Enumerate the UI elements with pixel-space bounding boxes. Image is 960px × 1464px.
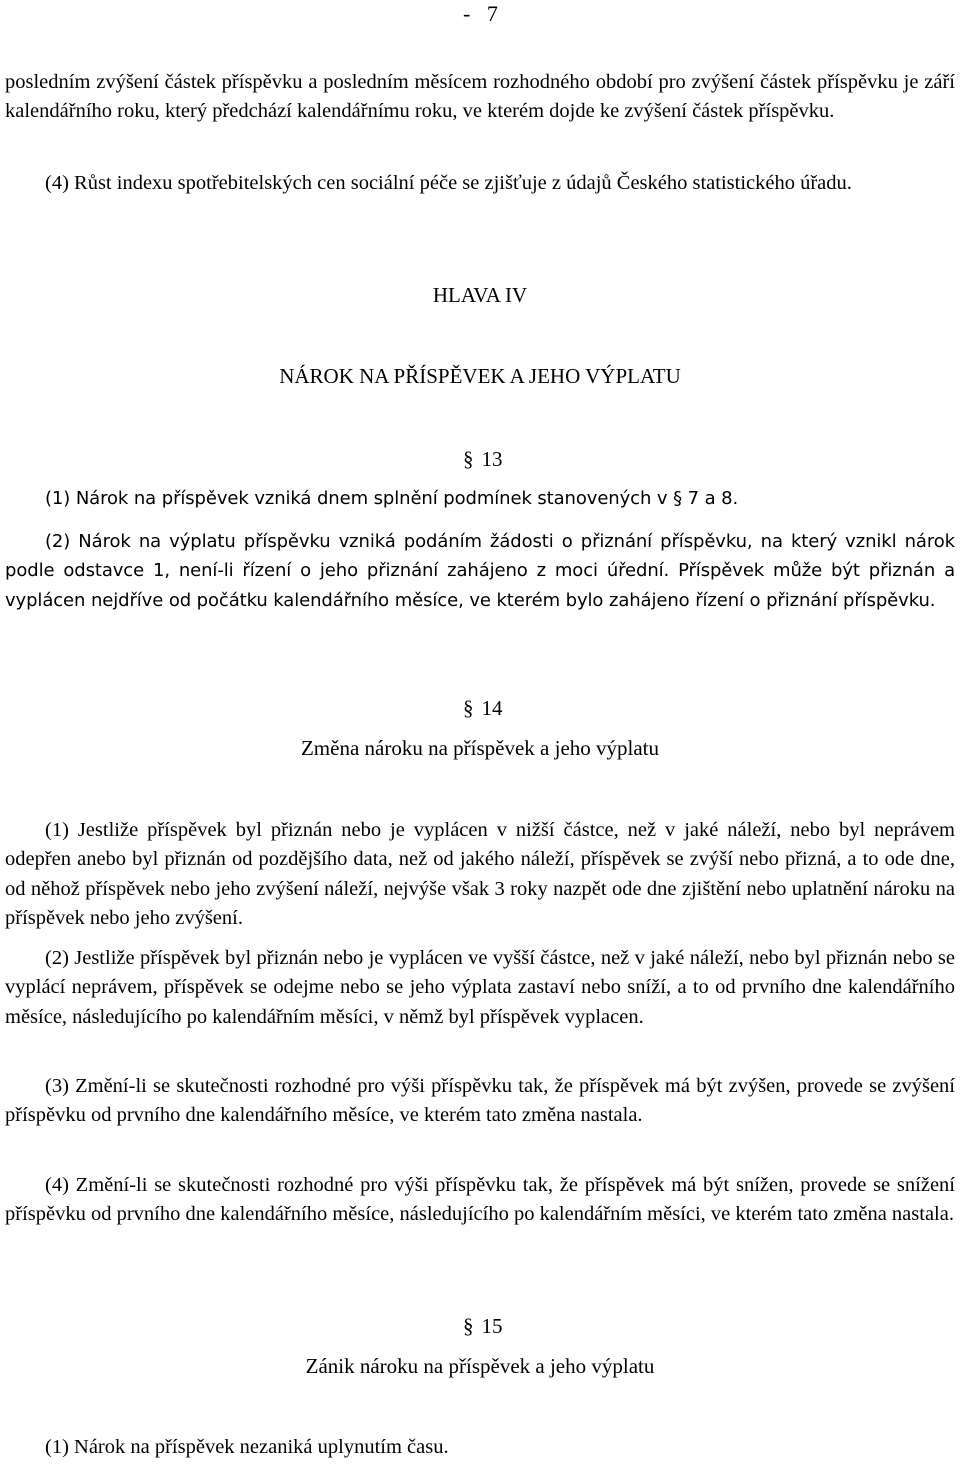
section-14-paragraph-3-text: (3) Změní-li se skutečnosti rozhodné pro výši příspěvku tak, že příspěvek má být zvýšen, provede se zvýšení příspěvku od prvního dne kalendářního měsíce, ve kterém tato změna nastala. <box>5 1075 955 1127</box>
section-symbol: § <box>463 447 474 471</box>
intro-paragraph-4-text: (4) Růst indexu spotřebitelských cen sociální péče se zjišťuje z údajů Českého statistického úřadu. <box>45 172 852 194</box>
section-15-paragraph-1 <box>5 1433 955 1462</box>
section-14-paragraph-2 <box>5 944 955 1032</box>
section-symbol: § <box>463 696 474 720</box>
section-15-title: Zánik nároku na příspěvek a jeho výplatu <box>305 1354 655 1378</box>
section-13-paragraph-2-text: (2) Nárok na výplatu příspěvku vzniká podáním žádosti o přiznání příspěvku, na který vznikl nárok podle odstavce 1, není-li řízení o jeho přiznání zahájeno z moci úřední. Příspěvek může být přiznán a vyplácen nejdříve od počátku kalendářního měsíce, ve kterém bylo zahájeno řízení o přiznání příspěvku. <box>5 531 955 611</box>
section-14-paragraph-1-text: (1) Jestliže příspěvek byl přiznán nebo je vyplácen v nižší částce, než v jaké náleží, nebo byl neprávem odepřen anebo byl přiznán od pozdějšího data, než od jakého náleží, příspěvek se zvýší nebo přizná, a to ode dne, od něhož příspěvek nebo jeho zvýšení náleží, nejvýše však 3 roky nazpět ode dne zjištění nebo uplatnění nároku na příspěvek nebo jeho zvýšení. <box>5 819 955 930</box>
section-14-paragraph-3 <box>5 1072 955 1131</box>
section-13-number: 13 <box>481 447 503 471</box>
section-symbol: § <box>463 1314 474 1338</box>
section-14-heading <box>463 694 503 722</box>
section-14-number: 14 <box>481 696 503 720</box>
section-14-paragraph-1 <box>5 816 955 934</box>
section-14-paragraph-4-text: (4) Změní-li se skutečnosti rozhodné pro výši příspěvku tak, že příspěvek má být snížen, provede se snížení příspěvku od prvního dne kalendářního měsíce, následujícího po kalendářním měsíci, ve kterém tato změna nastala. <box>5 1174 955 1226</box>
document-page <box>5 0 955 1464</box>
chapter-title: NÁROK NA PŘÍSPĚVEK A JEHO VÝPLATU <box>279 364 681 388</box>
section-13-paragraph-1-text: (1) Nárok na příspěvek vzniká dnem splnění podmínek stanovených v § 7 a 8. <box>45 488 739 509</box>
section-14-paragraph-2-text: (2) Jestliže příspěvek byl přiznán nebo je vyplácen ve vyšší částce, než v jaké náleží, nebo byl přiznán nebo se vyplácí neprávem, příspěvek se odejme nebo se jeho výplata zastaví nebo sníží, a to od prvního dne kalendářního měsíce, následujícího po kalendářním měsíci, v němž byl příspěvek vyplacen. <box>5 947 955 1028</box>
section-14-paragraph-4 <box>5 1171 955 1230</box>
section-15-heading <box>463 1312 503 1340</box>
page-number: - 7 <box>463 1 498 26</box>
section-13-heading <box>463 445 503 473</box>
section-14-title: Změna nároku na příspěvek a jeho výplatu <box>300 736 660 760</box>
chapter-label: HLAVA IV <box>432 283 528 307</box>
intro-paragraph-continuation: posledním zvýšení částek příspěvku a posledním měsícem rozhodného období pro zvýšení částek příspěvku je září kalendářního roku, který předchází kalendářnímu roku, ve kterém dojde ke zvýšení částek příspěvku. <box>5 71 955 123</box>
section-13-paragraph-2 <box>5 527 955 615</box>
section-15-paragraph-1-text: (1) Nárok na příspěvek nezaniká uplynutím času. <box>45 1436 449 1458</box>
intro-paragraph-4 <box>5 169 955 198</box>
section-15-number: 15 <box>481 1314 503 1338</box>
section-13-paragraph-1 <box>5 484 955 513</box>
